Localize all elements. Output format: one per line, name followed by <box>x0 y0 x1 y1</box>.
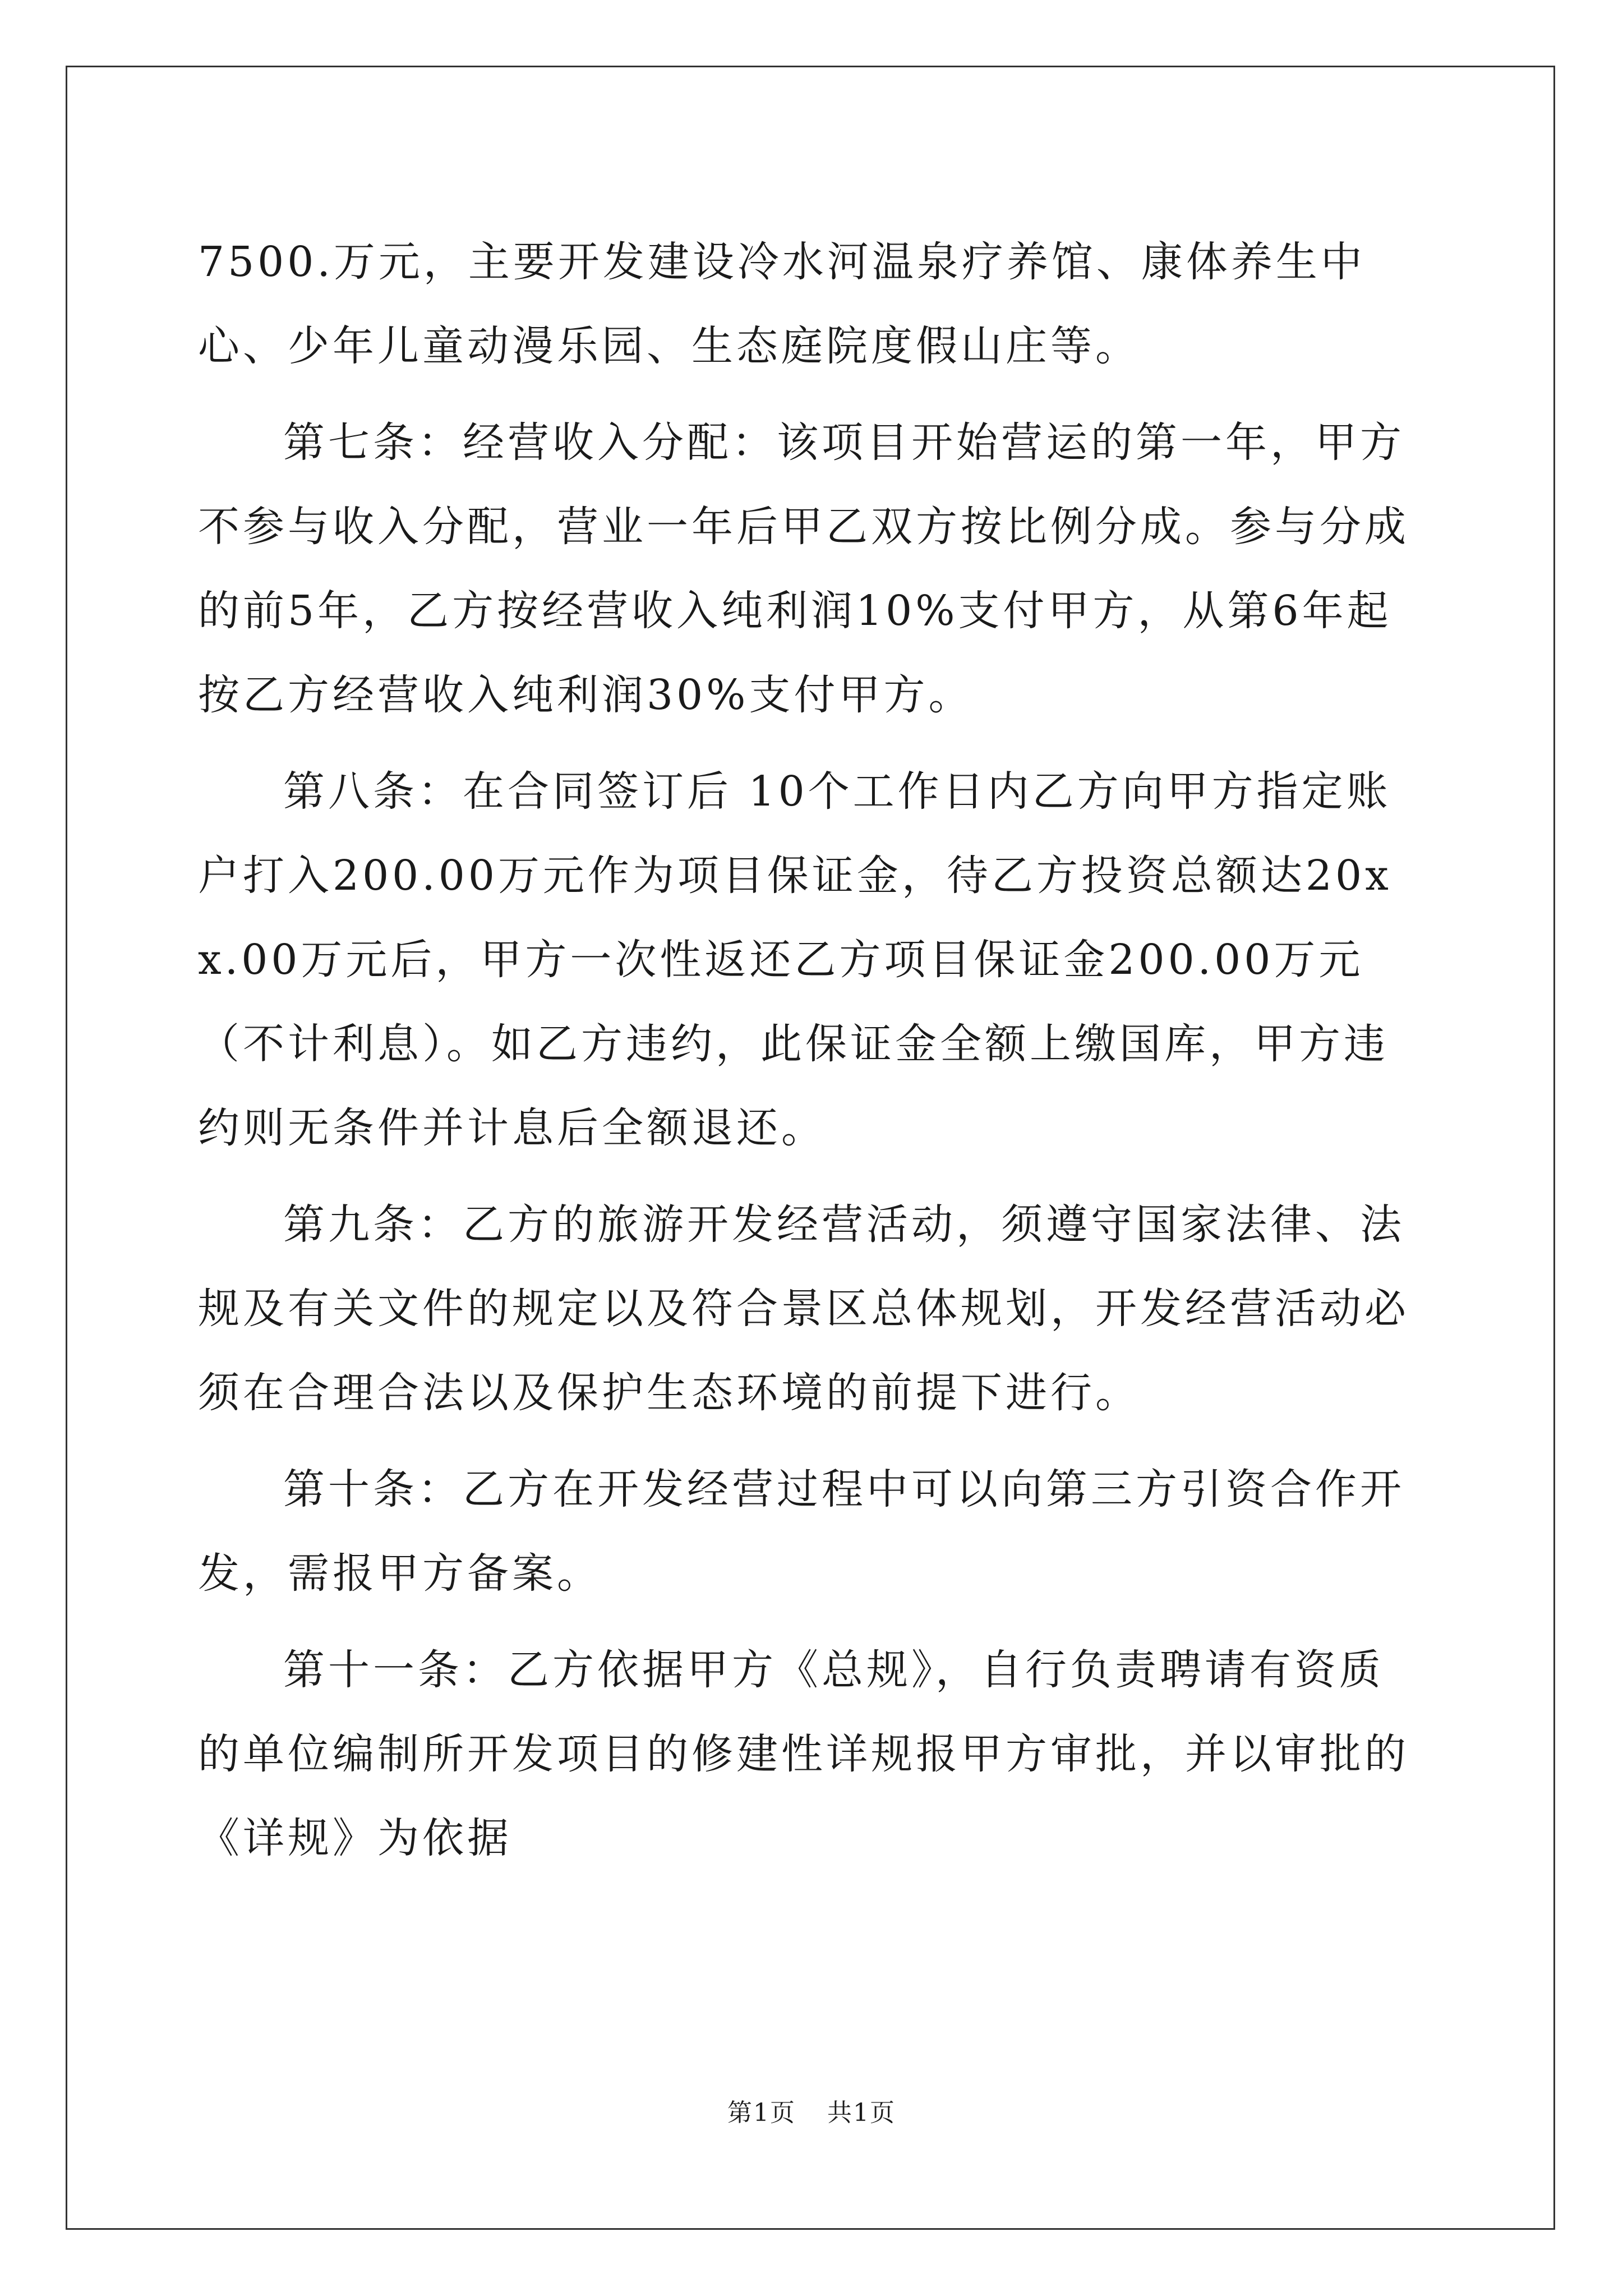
paragraph-article-7: 第七条：经营收入分配：该项目开始营运的第一年，甲方不参与收入分配，营业一年后甲乙双方按比例分成。参与分成的前5年，乙方按经营收入纯利润10%支付甲方，从第6年起按乙方经营收入纯利润30%支付甲方。 <box>198 418 1409 719</box>
paragraph-1: 7500.万元，主要开发建设冷水河温泉疗养馆、康体养生中心、少年儿童动漫乐园、生态庭院度假山庄等。 <box>198 238 1366 370</box>
paragraph-article-10: 第十条：乙方在开发经营过程中可以向第三方引资合作开发，需报甲方备案。 <box>198 1465 1405 1598</box>
page-footer <box>0 2099 1623 2127</box>
document-body <box>198 220 1421 1893</box>
paragraph-article-9: 第九条：乙方的旅游开发经营活动，须遵守国家法律、法规及有关文件的规定以及符合景区总体规划，开发经营活动必须在合理合法以及保护生态环境的前提下进行。 <box>198 1200 1409 1417</box>
paragraph-article-8: 第八条：在合同签订后 10个工作日内乙方向甲方指定账户打入200.00万元作为项目保证金，待乙方投资总额达20xx.00万元后，甲方一次性返还乙方项目保证金200.00万元（不计利息）。如乙方违约，此保证金全额上缴国库，甲方违约则无条件并计息后全额退还。 <box>198 767 1392 1152</box>
page-number-current: 第1页 <box>727 2099 796 2127</box>
paragraph-article-11: 第十一条：乙方依据甲方《总规》，自行负责聘请有资质的单位编制所开发项目的修建性详规报甲方审批，并以审批的《详规》为依据 <box>198 1646 1409 1862</box>
page-number-total: 共1页 <box>827 2099 896 2127</box>
